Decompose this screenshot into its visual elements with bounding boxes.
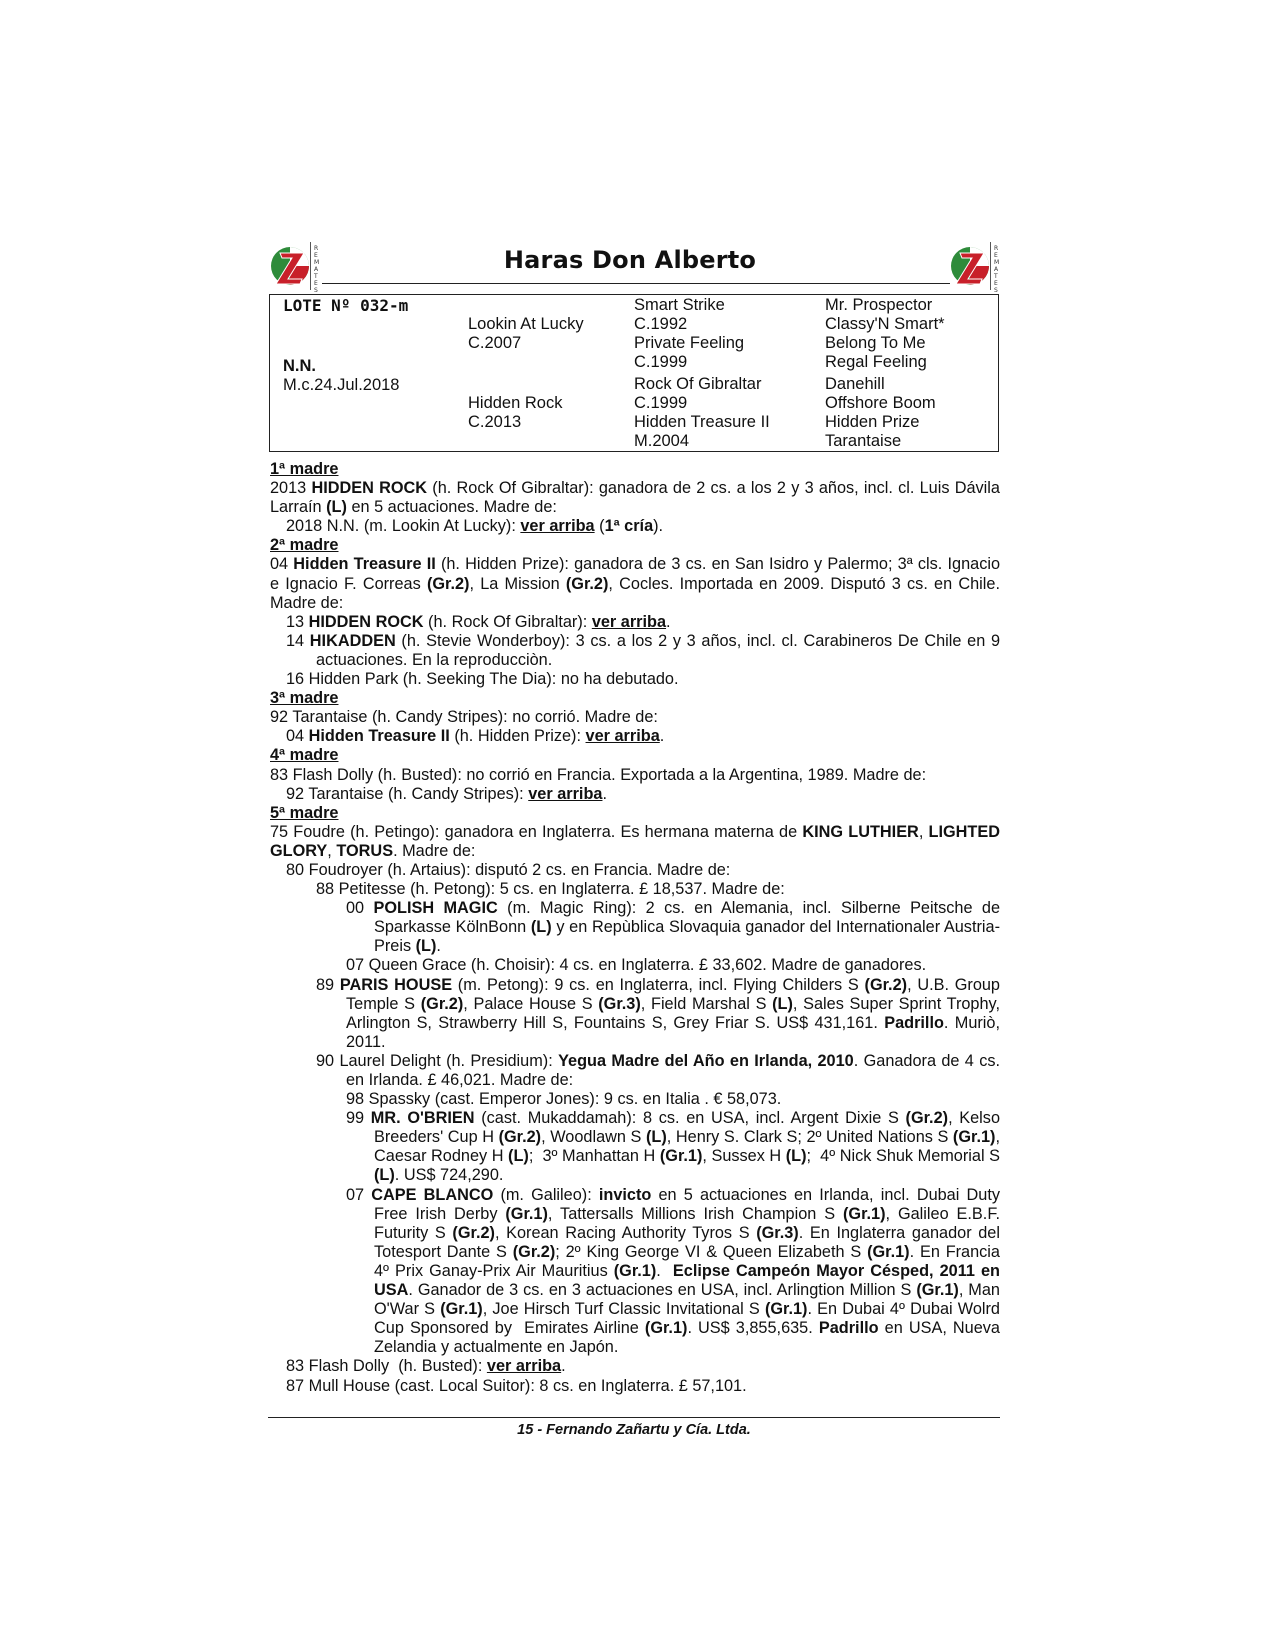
gen2-name: Private Feeling [634, 334, 745, 352]
section-heading-2nd-dam: 2ª madre [270, 536, 339, 555]
section-heading-1st-dam: 1ª madre [270, 460, 339, 478]
section-heading-4th-dam: 4ª madre [270, 746, 339, 765]
section-heading-5th-dam: 5ª madre [270, 803, 339, 822]
svg-text:A: A [314, 266, 319, 273]
svg-text:T: T [994, 273, 998, 280]
offspring-entry: 16 Hidden Park (h. Seeking The Dia): no ha debutado. [286, 670, 679, 689]
offspring-entry: 07 CAPE BLANCO (m. Galileo): invicto en 5 actuaciones en Irlanda, incl. Dubai Duty Free Irish Derby (Gr.1), Tattersalls Millions Irish Champion S (Gr.1), Galileo E.B.F. Futurity S (Gr.2), Korean Racing Authority Tyros S (Gr.3). En Inglaterra ganador del Totesport Dante S (Gr.2); 2º King George VI & Queen Elizabeth S (Gr.1). En Francia 4º Prix Ganay-Prix Air Mauritius (Gr.1). Eclipse Campeón Mayor Césped, 2011 en USA. Ganador de 3 cs. en 3 actuaciones en USA, incl. Arlingtion Million S (Gr.1), Man O'War S (Gr.1), Joe Hirsch Turf Classic Invitational S (Gr.1). En Dubai 4º Dubai Wolrd Cup Sponsored by Emirates Airline (Gr.1). US$ 3,855,635. Padrillo en USA, Nueva Zelandia y actualmente en Japón. [346, 1185, 1000, 1357]
offspring-entry: 87 Mull House (cast. Local Suitor): 8 cs. en Inglaterra. £ 57,101. [286, 1376, 747, 1395]
dam-entry: 04 Hidden Treasure II (h. Hidden Prize): ganadora de 3 cs. en San Isidro y Palermo; 3ª cls. Ignacio e Ignacio F. Correas (Gr.2), La Mission (Gr.2), Cocles. Importada en 2009. Disputó 3 cs. en Chile. Madre de: [270, 555, 1001, 612]
svg-text:T: T [314, 273, 318, 280]
dam-name: Hidden Rock [468, 394, 563, 412]
gen3-name: Tarantaise [825, 432, 902, 450]
svg-text:R: R [994, 245, 999, 252]
offspring-entry: 83 Flash Dolly (h. Busted): ver arriba. [286, 1357, 566, 1376]
section-heading-3rd-dam: 3ª madre [270, 689, 339, 708]
gen2-name: Hidden Treasure II [634, 413, 770, 431]
horse-foaled: M.c.24.Jul.2018 [283, 376, 400, 394]
footer-text: 15 - Fernando Zañartu y Cía. Ltda. [517, 1422, 751, 1438]
offspring-entry: 04 Hidden Treasure II (h. Hidden Prize): ver arriba. [286, 727, 665, 746]
svg-text:S: S [994, 287, 998, 292]
page-title: Haras Don Alberto [503, 246, 757, 274]
offspring-entry: 89 PARIS HOUSE (m. Petong): 9 cs. en Inglaterra, incl. Flying Childers S (Gr.2), U.B. Group Temple S (Gr.2), Palace House S (Gr.3), Field Marshal S (L), Sales Super Sprint Trophy, Arlington S, Strawberry Hill S, Fountains S, Grey Friar S. US$ 431,161. Padrillo. Muriò, 2011. [316, 975, 1000, 1051]
offspring-entry: 00 POLISH MAGIC (m. Magic Ring): 2 cs. en Alemania, incl. Silberne Peitsche de Sparkasse KölnBonn (L) y en Repùblica Slovaquia ganador del Internationaler Austria-Preis (L). [346, 899, 1001, 956]
gen3-name: Classy'N Smart* [825, 315, 945, 333]
offspring-entry: 07 Queen Grace (h. Choisir): 4 cs. en Inglaterra. £ 33,602. Madre de ganadores. [346, 956, 927, 975]
offspring-entry: 92 Tarantaise (h. Candy Stripes): ver arriba. [286, 784, 607, 803]
lot-number: LOTE Nº 032-m [283, 296, 409, 315]
dam-entry: 75 Foudre (h. Petingo): ganadora en Inglaterra. Es hermana materna de KING LUTHIER, LIGHTED GLORY, TORUS. Madre de: [270, 822, 1000, 860]
gen3-name: Hidden Prize [825, 413, 920, 431]
gen2-name: Smart Strike [634, 296, 725, 314]
sire-year: C.2007 [468, 334, 522, 352]
svg-text:A: A [994, 266, 999, 273]
gen3-name: Offshore Boom [825, 394, 936, 412]
offspring-entry: 14 HIKADDEN (h. Stevie Wonderboy): 3 cs. a los 2 y 3 años, incl. cl. Carabineros De Chile en 9 actuaciones. En la reproducciòn. [286, 631, 1000, 669]
svg-text:E: E [314, 280, 318, 287]
svg-text:E: E [314, 252, 318, 259]
dam-entry: 92 Tarantaise (h. Candy Stripes): no corrió. Madre de: [270, 708, 658, 727]
svg-text:E: E [994, 280, 998, 287]
dam-entry: 83 Flash Dolly (h. Busted): no corrió en Francia. Exportada a la Argentina, 1989. Madre de: [270, 765, 927, 784]
gen2-year: M.2004 [634, 432, 690, 450]
gen3-name: Danehill [825, 375, 885, 393]
pedigree-notes [270, 460, 1000, 1396]
offspring-entry: 2018 N.N. (m. Lookin At Lucky): ver arriba (1ª cría). [286, 517, 664, 536]
dam-entry: 2013 HIDDEN ROCK (h. Rock Of Gibraltar): ganadora de 2 cs. a los 2 y 3 años, incl. cl. Luis Dávila Larraín (L) en 5 actuaciones. Madre de: [270, 479, 1000, 517]
offspring-entry: 88 Petitesse (h. Petong): 5 cs. en Inglaterra. £ 18,537. Madre de: [316, 880, 785, 899]
gen3-name: Regal Feeling [825, 353, 927, 371]
svg-text:M: M [314, 259, 320, 266]
offspring-entry: 90 Laurel Delight (h. Presidium): Yegua Madre del Año en Irlanda, 2010. Ganadora de 4 cs. en Irlanda. £ 46,021. Madre de: [316, 1051, 1000, 1089]
offspring-entry: 98 Spassky (cast. Emperor Jones): 9 cs. en Italia . € 58,073. [346, 1090, 782, 1109]
dam-year: C.2013 [468, 413, 522, 431]
gen2-year: C.1992 [634, 315, 688, 333]
offspring-entry: 80 Foudroyer (h. Artaius): disputó 2 cs. en Francia. Madre de: [286, 860, 731, 879]
gen2-year: C.1999 [634, 394, 688, 412]
svg-text:S: S [314, 287, 318, 292]
offspring-entry: 99 MR. O'BRIEN (cast. Mukaddamah): 8 cs. en USA, incl. Argent Dixie S (Gr.2), Kelso Breeders' Cup H (Gr.2), Woodlawn S (L), Henry S. Clark S; 2º United Nations S (Gr.1), Caesar Rodney H (L); 3º Manhattan H (Gr.1), Sussex H (L); 4º Nick Shuk Memorial S (L). US$ 724,290. [346, 1109, 1000, 1185]
footer-divider [268, 1417, 1000, 1418]
horse-name: N.N. [283, 357, 316, 375]
sire-name: Lookin At Lucky [468, 315, 584, 333]
header-divider [322, 283, 950, 284]
svg-text:E: E [994, 252, 998, 259]
offspring-entry: 13 HIDDEN ROCK (h. Rock Of Gibraltar): ver arriba. [286, 612, 671, 631]
gen2-name: Rock Of Gibraltar [634, 375, 762, 393]
gen2-year: C.1999 [634, 353, 688, 371]
remates-logo-right [950, 240, 1004, 292]
svg-text:R: R [314, 245, 319, 252]
gen3-name: Mr. Prospector [825, 296, 933, 314]
gen3-name: Belong To Me [825, 334, 926, 352]
svg-text:M: M [994, 259, 1000, 266]
